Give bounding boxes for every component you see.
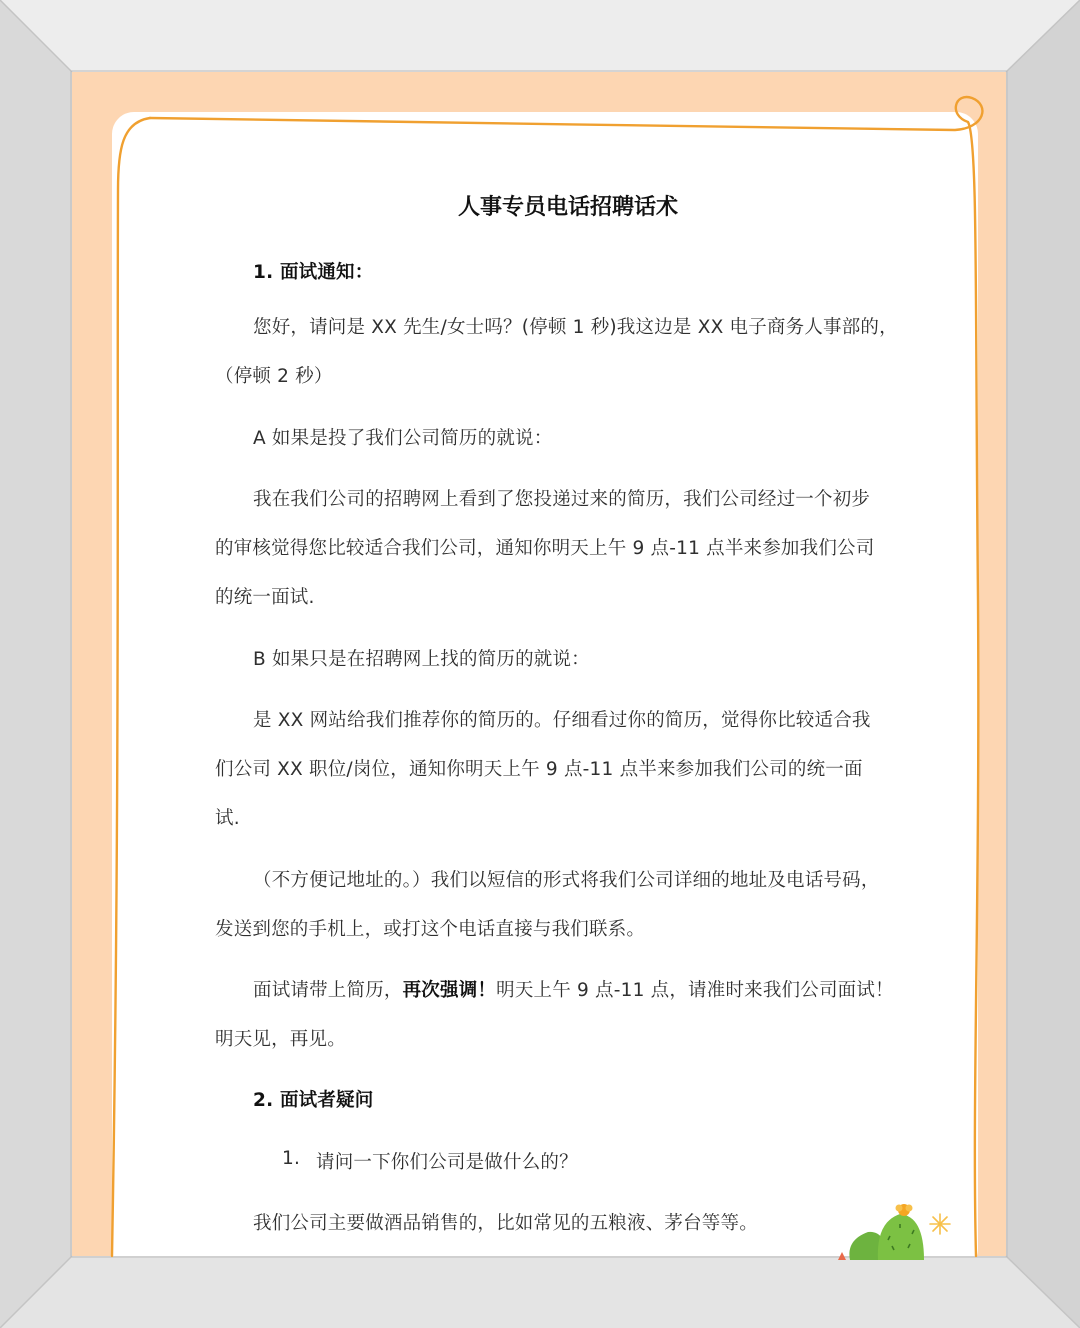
reminder-suffix: 明天上午 9 点-11 点，请准时来我们公司面试！ — [496, 980, 894, 1001]
case-b-line2: 们公司 XX 职位/岗位，通知你明天上午 9 点-11 点半来参加我们公司的统一面 — [215, 759, 863, 780]
paragraph-greeting-line1: 您好，请问是 XX 先生/女士吗？(停顿 1 秒)我这边是 XX 电子商务人事部的， — [253, 317, 898, 338]
case-a-line3: 的统一面试. — [215, 587, 315, 608]
section1-heading: 1. 面试通知： — [253, 262, 374, 283]
case-b-line3: 试. — [215, 808, 240, 829]
paragraph-greeting-line2: （停顿 2 秒） — [215, 366, 333, 387]
case-a-label: A 如果是投了我们公司简历的就说： — [253, 428, 553, 449]
question1-number: 1. — [282, 1148, 301, 1169]
case-a-line1: 我在我们公司的招聘网上看到了您投递过来的简历，我们公司经过一个初步 — [253, 489, 871, 510]
reminder-prefix: 面试请带上简历， — [253, 980, 403, 1001]
question1-text: 请问一下你们公司是做什么的？ — [316, 1152, 578, 1173]
reminder-line1 — [253, 976, 894, 1002]
reminder-emphasis: 再次强调！ — [402, 980, 497, 1001]
address-line2: 发送到您的手机上，或打这个电话直接与我们联系。 — [215, 919, 646, 940]
cactus-icon — [828, 1200, 968, 1260]
case-b-label: B 如果只是在招聘网上找的简历的就说： — [253, 649, 590, 670]
section2-heading: 2. 面试者疑问 — [253, 1090, 374, 1111]
reminder-line2: 明天见，再见。 — [215, 1029, 346, 1050]
answer1-text: 我们公司主要做酒品销售的，比如常见的五粮液、茅台等等。 — [253, 1213, 758, 1234]
address-line1: （不方便记地址的。）我们以短信的形式将我们公司详细的地址及电话号码， — [253, 870, 880, 891]
case-b-line1: 是 XX 网站给我们推荐你的简历的。仔细看过你的简历，觉得你比较适合我 — [253, 710, 871, 731]
case-a-line2: 的审核觉得您比较适合我们公司，通知你明天上午 9 点-11 点半来参加我们公司 — [215, 538, 875, 559]
document-title: 人事专员电话招聘话术 — [457, 195, 678, 220]
